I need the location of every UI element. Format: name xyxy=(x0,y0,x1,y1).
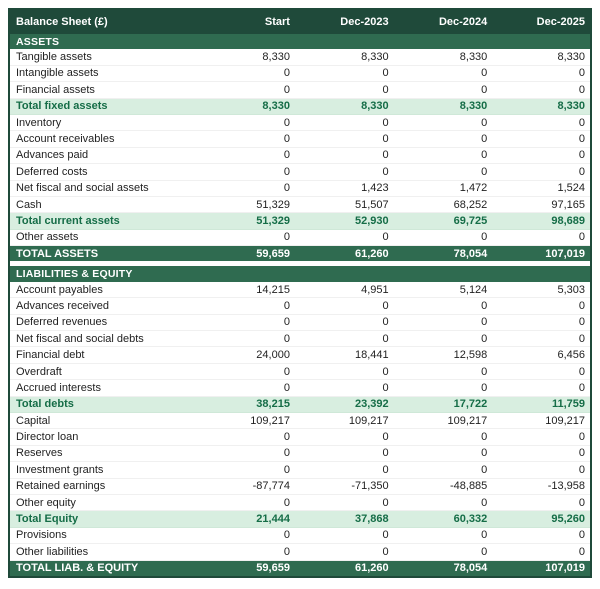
data-row xyxy=(9,380,591,396)
cell-value: 37,868 xyxy=(295,511,394,527)
cell-value: 0 xyxy=(295,363,394,379)
cell-value: 0 xyxy=(394,445,493,461)
row-label: Intangible assets xyxy=(9,65,196,81)
cell-value: 0 xyxy=(394,65,493,81)
cell-value: 0 xyxy=(295,544,394,560)
cell-value: 0 xyxy=(492,65,591,81)
cell-value: 0 xyxy=(394,462,493,478)
row-label: Total Equity xyxy=(9,511,196,527)
cell-value: 0 xyxy=(492,298,591,314)
cell-value: 8,330 xyxy=(295,49,394,65)
data-row xyxy=(9,164,591,180)
cell-value: 0 xyxy=(295,82,394,98)
cell-value: 8,330 xyxy=(394,49,493,65)
cell-value: 0 xyxy=(196,331,295,347)
row-label: Other liabilities xyxy=(9,544,196,560)
cell-value: 0 xyxy=(492,314,591,330)
data-row xyxy=(9,314,591,330)
column-header-dec2023: Dec-2023 xyxy=(295,9,394,34)
cell-value: 0 xyxy=(196,147,295,163)
subtotal-row xyxy=(9,213,591,229)
cell-value: 0 xyxy=(196,164,295,180)
cell-value: 0 xyxy=(196,445,295,461)
cell-value: 0 xyxy=(295,494,394,510)
balance-sheet-body xyxy=(9,34,591,577)
cell-value: 8,330 xyxy=(295,98,394,114)
row-label: Director loan xyxy=(9,429,196,445)
cell-value: 0 xyxy=(295,445,394,461)
cell-value: 17,722 xyxy=(394,396,493,412)
section-row xyxy=(9,266,591,281)
cell-value: 98,689 xyxy=(492,213,591,229)
cell-value: 109,217 xyxy=(492,412,591,428)
column-header-dec2025: Dec-2025 xyxy=(492,9,591,34)
data-row xyxy=(9,347,591,363)
data-row xyxy=(9,49,591,65)
data-row xyxy=(9,82,591,98)
row-label: Net fiscal and social assets xyxy=(9,180,196,196)
data-row xyxy=(9,282,591,298)
cell-value: 0 xyxy=(196,527,295,543)
cell-value: 68,252 xyxy=(394,196,493,212)
cell-value: 0 xyxy=(196,114,295,130)
cell-value: 51,329 xyxy=(196,196,295,212)
cell-value: 18,441 xyxy=(295,347,394,363)
table-title: Balance Sheet (£) xyxy=(9,9,196,34)
cell-value: 0 xyxy=(394,314,493,330)
cell-value: 0 xyxy=(196,82,295,98)
row-label: Advances received xyxy=(9,298,196,314)
cell-value: 0 xyxy=(295,429,394,445)
cell-value: 0 xyxy=(295,164,394,180)
row-label: Financial assets xyxy=(9,82,196,98)
row-label: Overdraft xyxy=(9,363,196,379)
cell-value: 0 xyxy=(394,131,493,147)
cell-value: 60,332 xyxy=(394,511,493,527)
cell-value: 8,330 xyxy=(196,49,295,65)
data-row xyxy=(9,445,591,461)
cell-value: 0 xyxy=(492,82,591,98)
row-label: Account receivables xyxy=(9,131,196,147)
cell-value: 0 xyxy=(492,494,591,510)
row-label: Total current assets xyxy=(9,213,196,229)
cell-value: -71,350 xyxy=(295,478,394,494)
cell-value: 61,260 xyxy=(295,246,394,262)
cell-value: 0 xyxy=(394,331,493,347)
section-row xyxy=(9,34,591,49)
row-label: Provisions xyxy=(9,527,196,543)
cell-value: 24,000 xyxy=(196,347,295,363)
data-row xyxy=(9,363,591,379)
cell-value: -13,958 xyxy=(492,478,591,494)
subtotal-row xyxy=(9,511,591,527)
cell-value: 0 xyxy=(394,429,493,445)
total-row xyxy=(9,246,591,262)
cell-value: 0 xyxy=(492,229,591,245)
cell-value: 0 xyxy=(196,229,295,245)
cell-value: 0 xyxy=(196,131,295,147)
cell-value: 0 xyxy=(295,147,394,163)
data-row xyxy=(9,298,591,314)
cell-value: 59,659 xyxy=(196,560,295,577)
data-row xyxy=(9,331,591,347)
cell-value: 5,124 xyxy=(394,282,493,298)
cell-value: 0 xyxy=(394,363,493,379)
cell-value: 0 xyxy=(295,462,394,478)
data-row xyxy=(9,412,591,428)
cell-value: 0 xyxy=(492,131,591,147)
cell-value: 107,019 xyxy=(492,560,591,577)
cell-value: 0 xyxy=(196,314,295,330)
cell-value: 8,330 xyxy=(196,98,295,114)
data-row xyxy=(9,527,591,543)
cell-value: 38,215 xyxy=(196,396,295,412)
cell-value: 109,217 xyxy=(295,412,394,428)
balance-sheet-table xyxy=(8,8,592,578)
cell-value: 0 xyxy=(394,544,493,560)
row-label: Deferred revenues xyxy=(9,314,196,330)
cell-value: 0 xyxy=(492,445,591,461)
table-header xyxy=(9,9,591,34)
row-label: Tangible assets xyxy=(9,49,196,65)
total-row xyxy=(9,560,591,577)
cell-value: 0 xyxy=(196,65,295,81)
cell-value: 1,524 xyxy=(492,180,591,196)
row-label: Total fixed assets xyxy=(9,98,196,114)
cell-value: 0 xyxy=(492,331,591,347)
data-row xyxy=(9,544,591,560)
data-row xyxy=(9,131,591,147)
cell-value: 0 xyxy=(394,298,493,314)
cell-value: 0 xyxy=(295,65,394,81)
cell-value: 4,951 xyxy=(295,282,394,298)
cell-value: 0 xyxy=(492,164,591,180)
data-row xyxy=(9,462,591,478)
row-label: Investment grants xyxy=(9,462,196,478)
row-label: Retained earnings xyxy=(9,478,196,494)
data-row xyxy=(9,196,591,212)
row-label: Inventory xyxy=(9,114,196,130)
cell-value: 0 xyxy=(295,298,394,314)
row-label: Cash xyxy=(9,196,196,212)
cell-value: 0 xyxy=(492,114,591,130)
cell-value: 1,423 xyxy=(295,180,394,196)
cell-value: 0 xyxy=(394,527,493,543)
row-label: TOTAL ASSETS xyxy=(9,246,196,262)
cell-value: 0 xyxy=(492,380,591,396)
row-label: Capital xyxy=(9,412,196,428)
cell-value: 0 xyxy=(492,429,591,445)
row-label: Deferred costs xyxy=(9,164,196,180)
cell-value: 0 xyxy=(196,544,295,560)
cell-value: 78,054 xyxy=(394,560,493,577)
cell-value: 12,598 xyxy=(394,347,493,363)
cell-value: 8,330 xyxy=(492,49,591,65)
row-label: TOTAL LIAB. & EQUITY xyxy=(9,560,196,577)
cell-value: 0 xyxy=(295,229,394,245)
cell-value: 78,054 xyxy=(394,246,493,262)
row-label: Accrued interests xyxy=(9,380,196,396)
header-row xyxy=(9,9,591,34)
cell-value: 61,260 xyxy=(295,560,394,577)
subtotal-row xyxy=(9,98,591,114)
row-label: Other equity xyxy=(9,494,196,510)
cell-value: 0 xyxy=(492,363,591,379)
cell-value: 0 xyxy=(295,314,394,330)
column-header-start: Start xyxy=(196,9,295,34)
cell-value: 0 xyxy=(394,147,493,163)
subtotal-row xyxy=(9,396,591,412)
cell-value: 109,217 xyxy=(394,412,493,428)
cell-value: 95,260 xyxy=(492,511,591,527)
cell-value: 0 xyxy=(196,298,295,314)
cell-value: 0 xyxy=(196,180,295,196)
cell-value: 0 xyxy=(394,229,493,245)
row-label: Account payables xyxy=(9,282,196,298)
cell-value: 97,165 xyxy=(492,196,591,212)
cell-value: 109,217 xyxy=(196,412,295,428)
cell-value: 0 xyxy=(394,114,493,130)
cell-value: 0 xyxy=(492,462,591,478)
cell-value: 59,659 xyxy=(196,246,295,262)
cell-value: 52,930 xyxy=(295,213,394,229)
cell-value: 11,759 xyxy=(492,396,591,412)
cell-value: 0 xyxy=(492,527,591,543)
column-header-dec2024: Dec-2024 xyxy=(394,9,493,34)
cell-value: 23,392 xyxy=(295,396,394,412)
cell-value: 0 xyxy=(394,82,493,98)
cell-value: 1,472 xyxy=(394,180,493,196)
row-label: Financial debt xyxy=(9,347,196,363)
row-label: Net fiscal and social debts xyxy=(9,331,196,347)
cell-value: 0 xyxy=(492,147,591,163)
data-row xyxy=(9,478,591,494)
cell-value: 69,725 xyxy=(394,213,493,229)
cell-value: 0 xyxy=(492,544,591,560)
cell-value: -87,774 xyxy=(196,478,295,494)
cell-value: 51,329 xyxy=(196,213,295,229)
data-row xyxy=(9,429,591,445)
cell-value: -48,885 xyxy=(394,478,493,494)
cell-value: 51,507 xyxy=(295,196,394,212)
cell-value: 0 xyxy=(394,164,493,180)
cell-value: 0 xyxy=(295,527,394,543)
cell-value: 0 xyxy=(295,131,394,147)
cell-value: 0 xyxy=(196,363,295,379)
data-row xyxy=(9,229,591,245)
data-row xyxy=(9,114,591,130)
cell-value: 0 xyxy=(196,462,295,478)
cell-value: 8,330 xyxy=(394,98,493,114)
row-label: Total debts xyxy=(9,396,196,412)
cell-value: 0 xyxy=(196,380,295,396)
section-label: LIABILITIES & EQUITY xyxy=(9,266,591,281)
row-label: Advances paid xyxy=(9,147,196,163)
cell-value: 0 xyxy=(295,380,394,396)
data-row xyxy=(9,147,591,163)
data-row xyxy=(9,65,591,81)
cell-value: 0 xyxy=(394,494,493,510)
cell-value: 107,019 xyxy=(492,246,591,262)
data-row xyxy=(9,180,591,196)
cell-value: 0 xyxy=(295,114,394,130)
row-label: Other assets xyxy=(9,229,196,245)
cell-value: 0 xyxy=(196,429,295,445)
cell-value: 21,444 xyxy=(196,511,295,527)
cell-value: 8,330 xyxy=(492,98,591,114)
cell-value: 6,456 xyxy=(492,347,591,363)
data-row xyxy=(9,494,591,510)
row-label: Reserves xyxy=(9,445,196,461)
cell-value: 0 xyxy=(295,331,394,347)
cell-value: 0 xyxy=(394,380,493,396)
cell-value: 0 xyxy=(196,494,295,510)
section-label: ASSETS xyxy=(9,34,591,49)
cell-value: 14,215 xyxy=(196,282,295,298)
cell-value: 5,303 xyxy=(492,282,591,298)
